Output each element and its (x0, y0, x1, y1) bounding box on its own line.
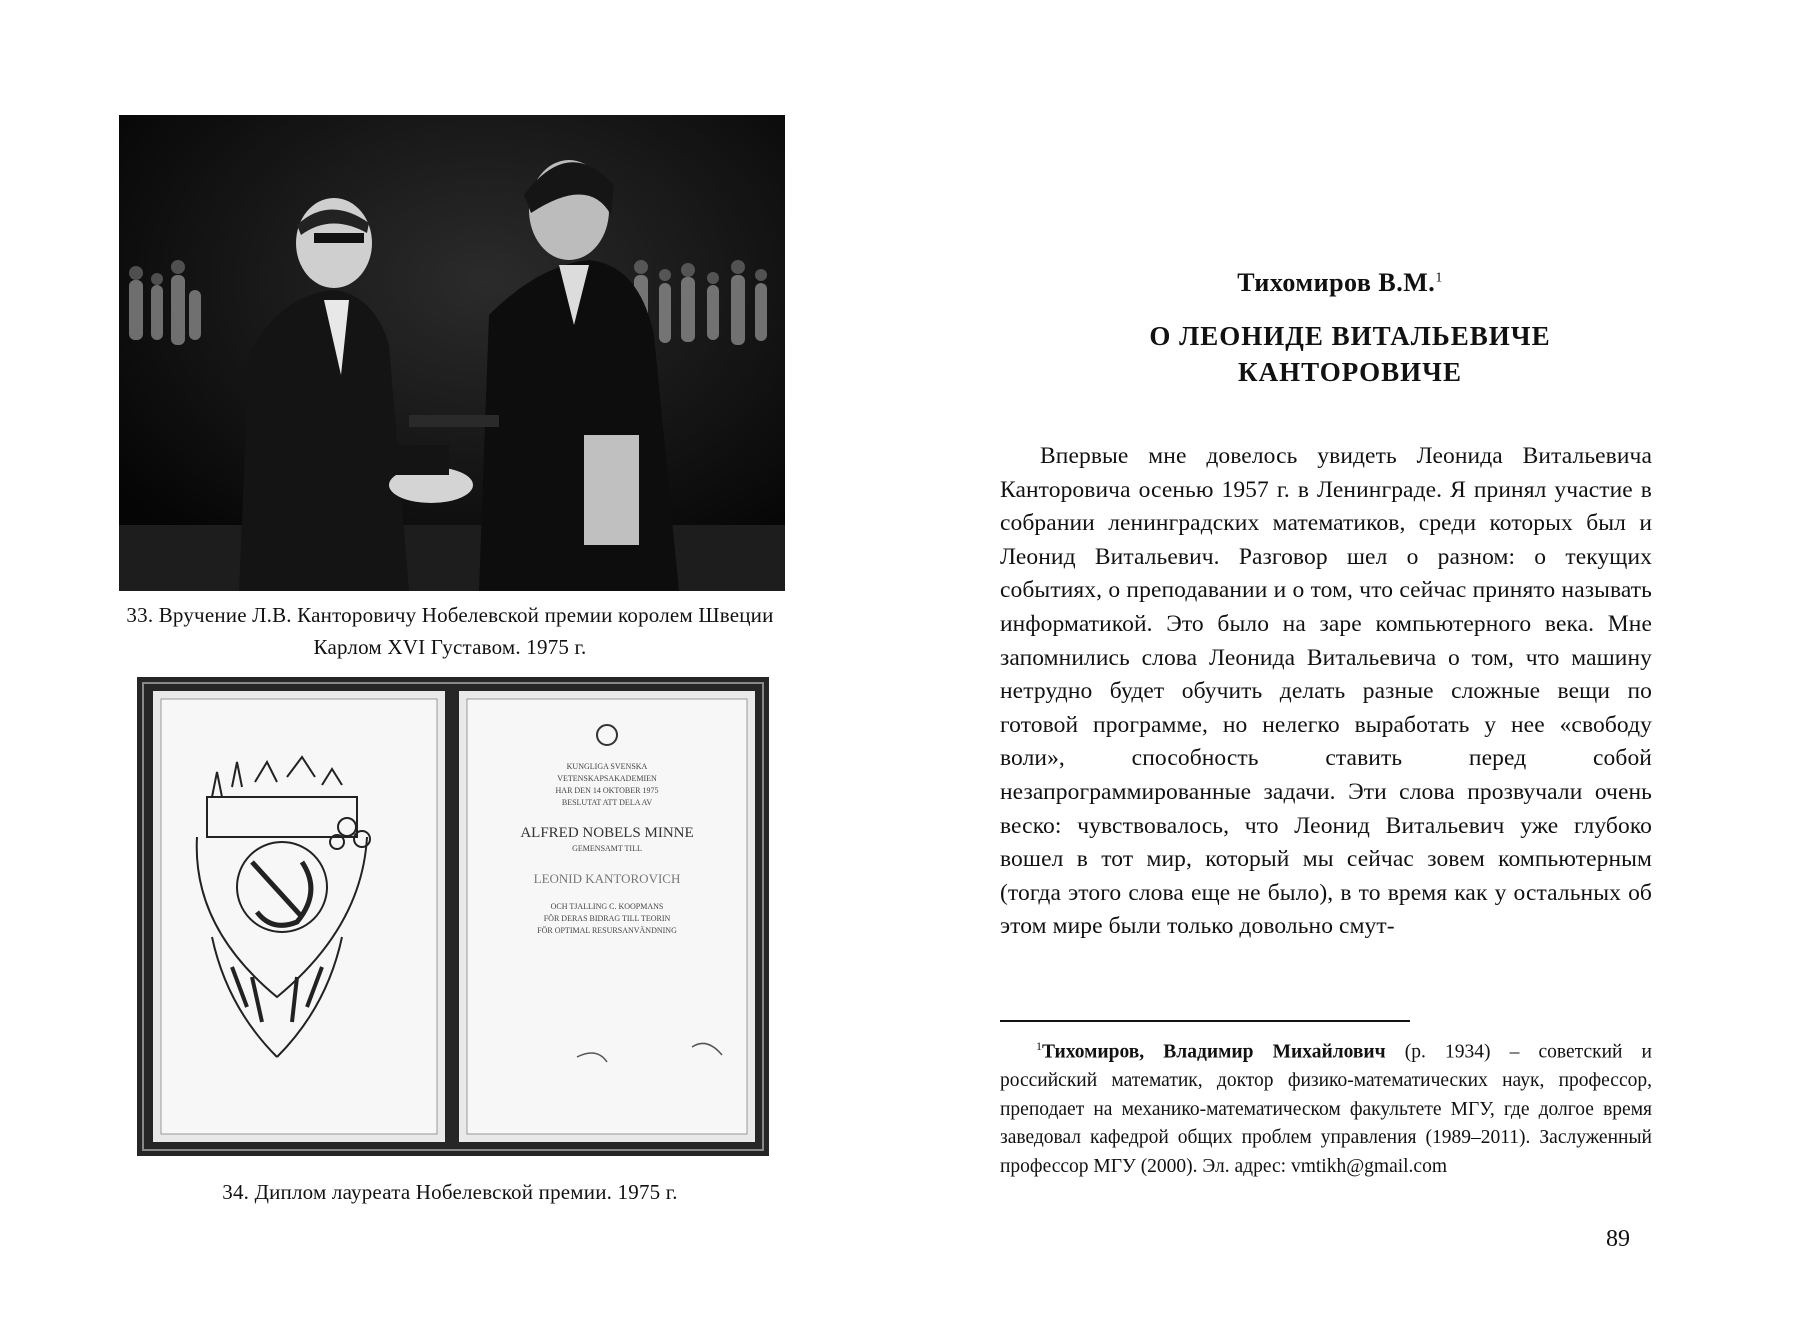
ceremony-photo-illustration (119, 115, 785, 591)
author-heading (1100, 268, 1580, 298)
diploma-line-4: BESLUTAT ATT DELA AV (561, 798, 653, 807)
page-number: 89 (1606, 1226, 1630, 1252)
diploma-line-8: OCH TJALLING C. KOOPMANS (550, 902, 664, 911)
body-paragraph: Впервые мне довелось увидеть Леонида Витальевича Канторовича осенью 1957 г. в Ленинграде. Я принял участие в собрании ленинградских математиков, среди которых был и Леонид Витальевич. Разговор шел о разном: о текущих событиях, о преподавании и о том, что сейчас принято называть информатикой. Это было на заре компьютерного века. Мне запомнились слова Леонида Витальевича о том, что машину нетрудно будет обучить делать разные сложные вещи по готовой программе, но нелегко выработать у нее «свободу воли», способность ставить перед собой незапрограммированные задачи. Эти слова прозвучали очень веско: чувствовалось, что Леонид Витальевич уже глубоко вошел в тот мир, который мы сейчас зовем компьютерным (тогда этого слова еще не было), в то время как у остальных об этом мире были только довольно смут- (1000, 443, 1652, 940)
footnote (1000, 1032, 1652, 1181)
diploma-illustration (137, 677, 769, 1156)
author-footnote-ref: 1 (1435, 270, 1443, 286)
diploma-line-2: VETENSKAPSAKADEMIEN (557, 774, 657, 783)
diploma-line-5: ALFRED NOBELS MINNE (520, 825, 694, 841)
diploma-line-7: LEONID KANTOROVICH (533, 871, 681, 886)
diploma-line-3: HAR DEN 14 OKTOBER 1975 (555, 786, 659, 795)
article-title (1050, 318, 1650, 390)
footnote-person-name: Тихомиров, Владимир Михайлович (1042, 1041, 1386, 1063)
footnote-text: (р. 1934) – советский и российский математик, доктор физико-математических наук, профессор, преподает на механико-математическом факультете МГУ, где долгое время заведовал кафедрой общих проблем управления (1989–2011). Заслуженный профессор МГУ (2000). Эл. адрес: vmtikh@gmail.com (1000, 1041, 1652, 1177)
nobel-ceremony-photo (119, 115, 785, 591)
author-name: Тихомиров В.М. (1237, 268, 1436, 297)
diploma-line-1: KUNGLIGA SVENSKA (566, 762, 648, 771)
title-line-1: О ЛЕОНИДЕ ВИТАЛЬЕВИЧЕ (1149, 321, 1551, 351)
footnote-mark: 1 (1036, 1039, 1042, 1053)
title-line-2: КАНТОРОВИЧЕ (1238, 357, 1462, 387)
diploma-line-9: FÖR DERAS BIDRAG TILL TEORIN (543, 914, 671, 923)
diploma-line-10: FÖR OPTIMAL RESURSANVÄNDNING (537, 926, 677, 935)
footnote-divider (1000, 1020, 1410, 1022)
photo-34-caption: 34. Диплом лауреата Нобелевской премии. 1975 г. (222, 1180, 678, 1204)
nobel-diploma-image (137, 677, 769, 1156)
photo-33-caption: 33. Вручение Л.В. Канторовичу Нобелевской премии королем Швеции Карлом XVI Густавом. 1975 г. (126, 603, 774, 659)
diploma-line-6: GEMENSAMT TILL (572, 844, 642, 853)
